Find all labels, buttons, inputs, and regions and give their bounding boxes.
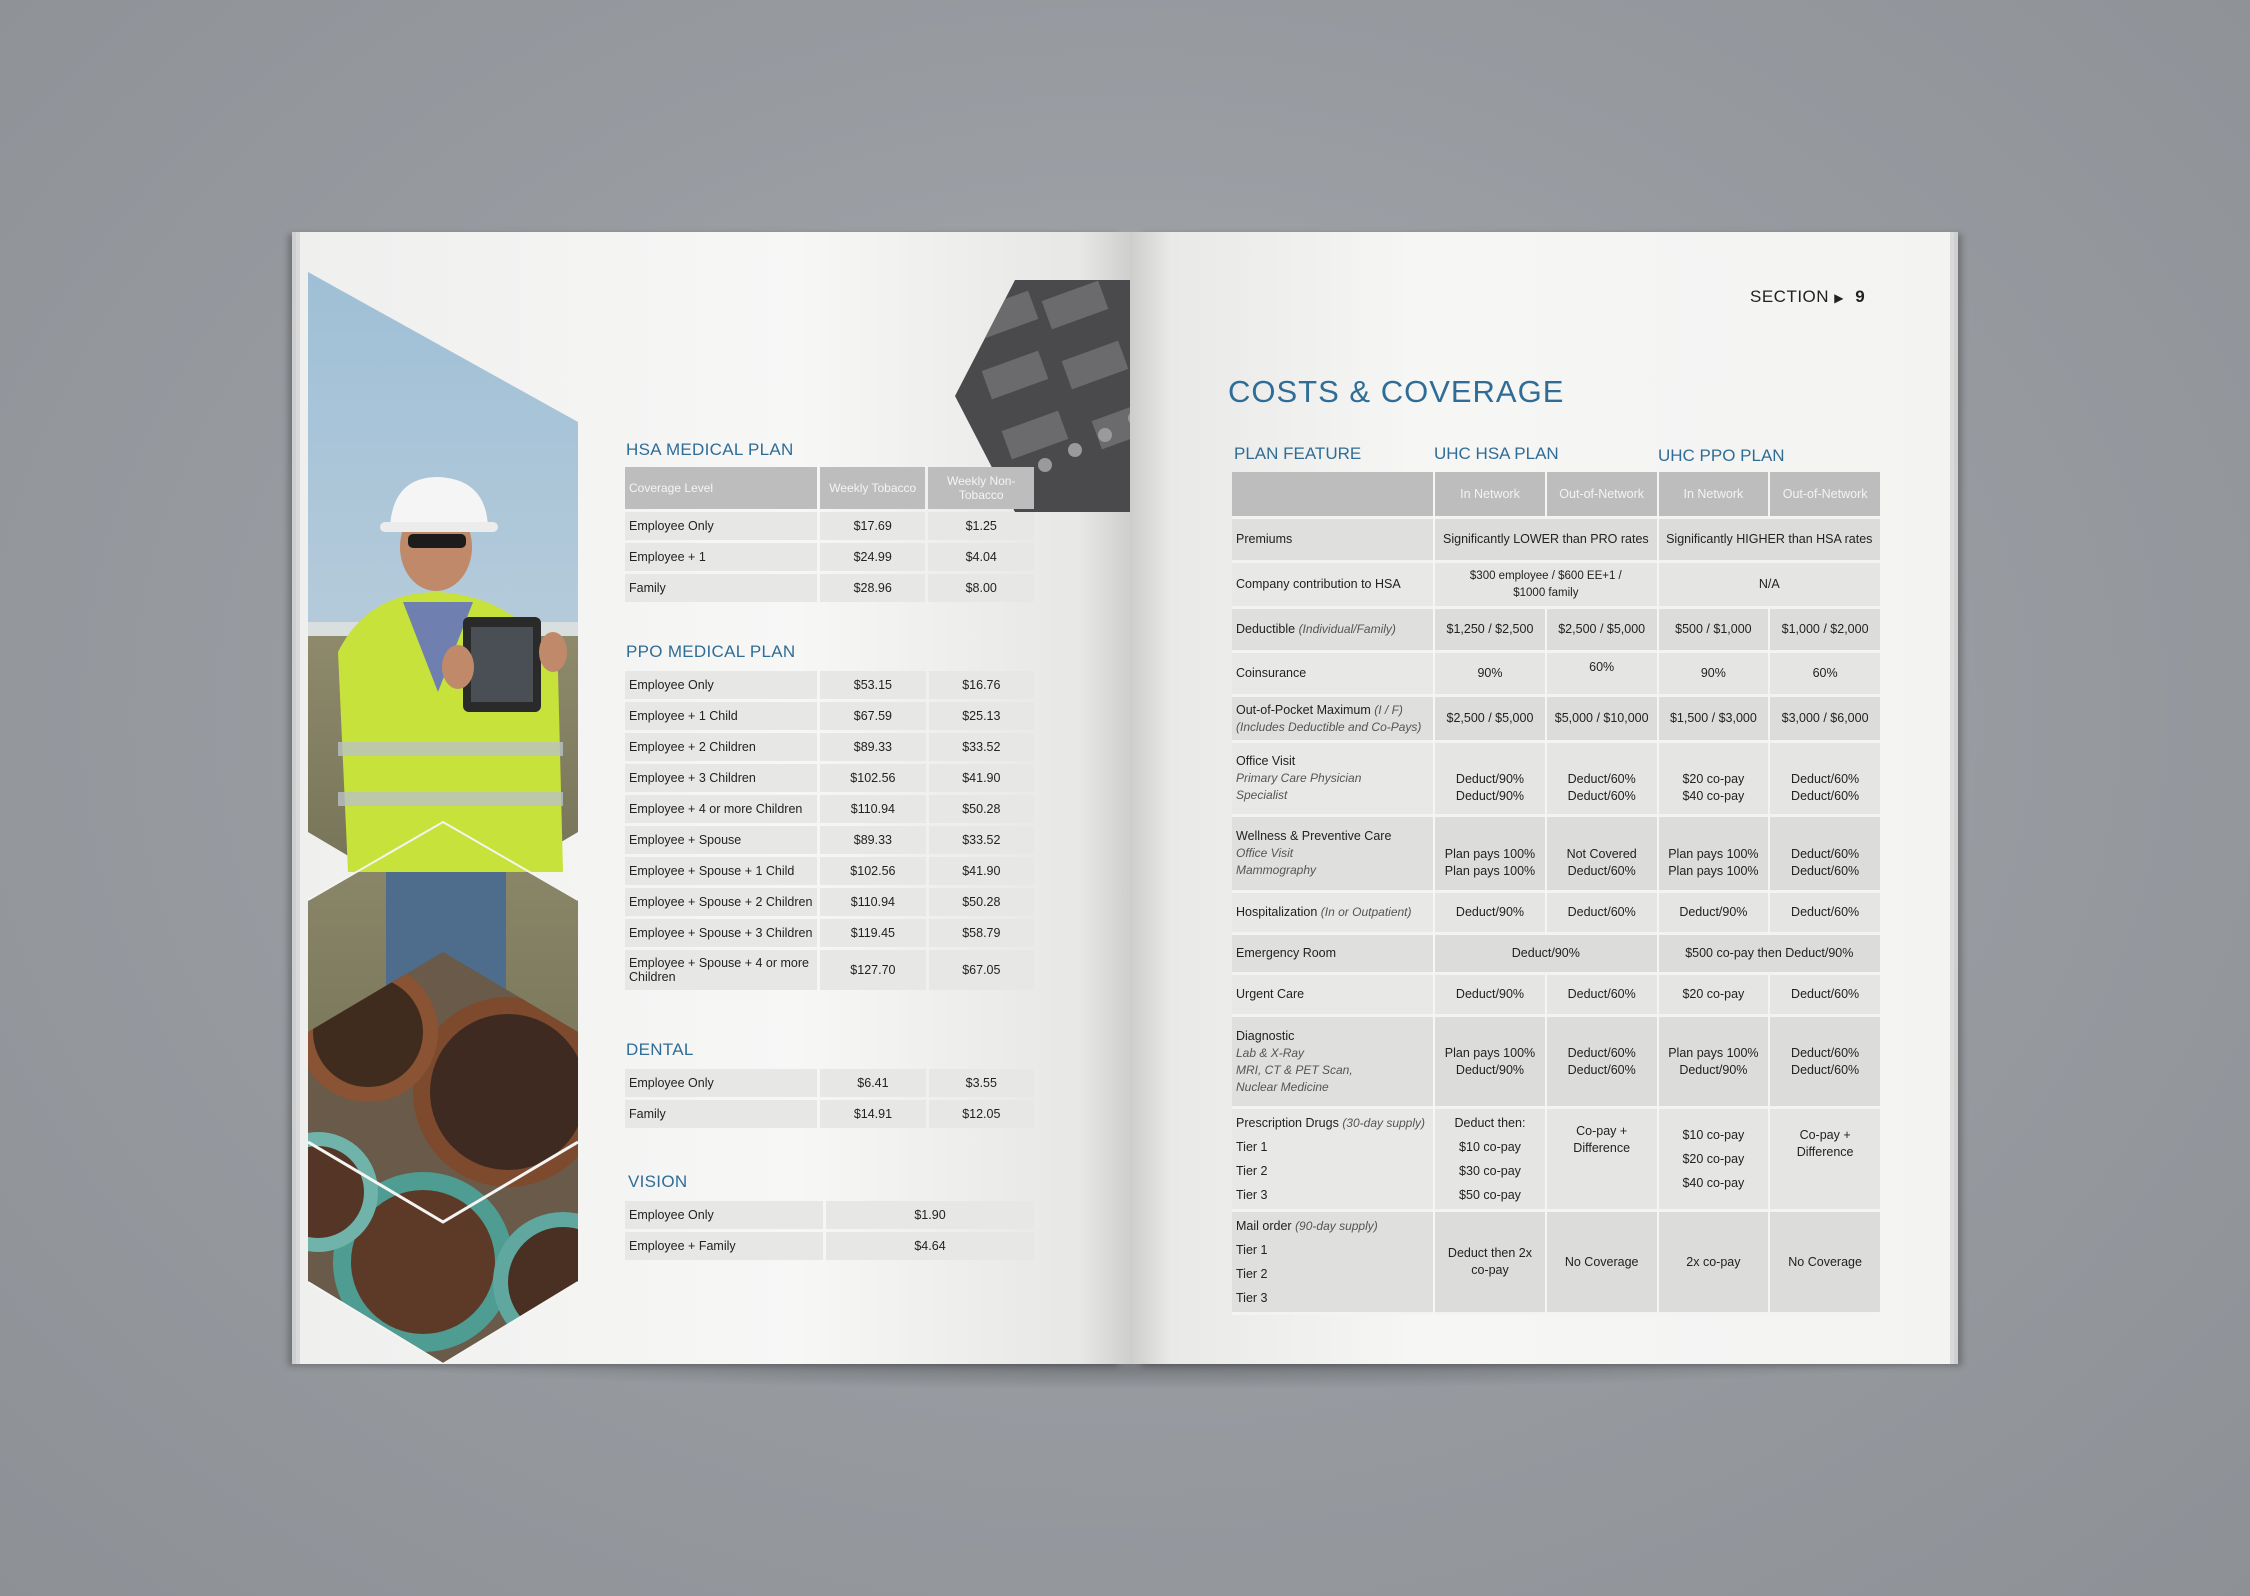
table-row: [1232, 609, 1880, 653]
hsa-plan-heading: UHC HSA PLAN: [1434, 444, 1559, 463]
value-cell: [1659, 1109, 1769, 1212]
ppo-out-network-header: Out-of-Network: [1770, 472, 1880, 519]
feature-label: Emergency Room: [1232, 935, 1433, 975]
value-cell: $500 / $1,000: [1659, 609, 1769, 653]
value-cell: [1659, 1017, 1769, 1109]
feature-label-text: Deductible: [1236, 622, 1296, 636]
table-row: [1232, 563, 1880, 609]
header-coverage-level: Coverage Level: [625, 467, 817, 509]
table-row: [625, 857, 1034, 885]
ppo-plan-heading: UHC PPO PLAN: [1658, 446, 1785, 465]
value-cell: Significantly LOWER than PRO rates: [1435, 519, 1656, 563]
value-line: Deduct/60%: [1567, 771, 1636, 786]
value-cell: [1770, 743, 1880, 817]
rate-cell: $127.70: [820, 950, 926, 990]
value-cell: $1,250 / $2,500: [1435, 609, 1545, 653]
table-row: [625, 671, 1034, 699]
vision-title: VISION: [628, 1172, 688, 1191]
value-cell: Deduct/90%: [1659, 893, 1769, 935]
table-row: [1232, 1212, 1880, 1315]
rate-cell: $3.55: [929, 1069, 1034, 1097]
coverage-cell: Employee + 1: [625, 543, 817, 571]
feature-sub-label: Office Visit: [1236, 846, 1294, 860]
rate-cell: $119.45: [820, 919, 926, 947]
table-row: [625, 795, 1034, 823]
value-line: Deduct/60%: [1791, 771, 1860, 786]
feature-label: [1232, 1109, 1433, 1212]
coverage-cell: Employee + Family: [625, 1232, 823, 1260]
value-line: Plan pays 100%: [1444, 863, 1536, 878]
rate-cell: $8.00: [928, 574, 1034, 602]
value-line: $10 co-pay: [1459, 1140, 1521, 1154]
value-line: Plan pays 100%: [1444, 846, 1536, 861]
value-line: Deduct/60%: [1791, 788, 1860, 803]
table-row: [625, 512, 1034, 540]
header-weekly-non-tobacco: Weekly Non-Tobacco: [928, 467, 1034, 509]
feature-label-text: Diagnostic: [1236, 1028, 1295, 1043]
value-line: Plan pays 100%: [1444, 1045, 1536, 1060]
table-row: [1232, 817, 1880, 893]
table-row: [625, 574, 1034, 602]
rate-cell: $14.91: [820, 1100, 925, 1128]
feature-label: [1232, 697, 1433, 743]
value-cell: [1435, 817, 1545, 893]
feature-note: (I / F): [1374, 702, 1403, 717]
tier-label: Tier 1: [1236, 1140, 1268, 1154]
page-number: 9: [1855, 287, 1866, 306]
rate-cell: $102.56: [820, 764, 926, 792]
value-cell: $20 co-pay: [1659, 975, 1769, 1017]
header-weekly-tobacco: Weekly Tobacco: [820, 467, 926, 509]
value-line: Plan pays 100%: [1668, 863, 1759, 878]
coverage-cell: Family: [625, 574, 817, 602]
value-cell: [1659, 817, 1769, 893]
value-cell: Deduct/90%: [1435, 935, 1656, 975]
table-row: [1232, 743, 1880, 817]
value-line: Deduct/60%: [1567, 863, 1636, 878]
feature-sub-label: Specialist: [1236, 788, 1288, 802]
value-cell: [1435, 1109, 1545, 1212]
coverage-cell: Employee + Spouse + 1 Child: [625, 857, 817, 885]
feature-note: (Individual/Family): [1298, 622, 1396, 636]
coverage-cell: Employee + Spouse + 4 or more Children: [625, 950, 817, 990]
value-cell: Significantly HIGHER than HSA rates: [1659, 519, 1880, 563]
table-row: [1232, 653, 1880, 697]
rate-cell: $53.15: [820, 671, 926, 699]
rate-cell: $67.59: [820, 702, 926, 730]
value-line: $40 co-pay: [1682, 788, 1745, 803]
table-row: [625, 764, 1034, 792]
value-line: Deduct/60%: [1791, 1045, 1860, 1060]
value-line: Plan pays 100%: [1668, 1045, 1759, 1060]
rate-cell: $89.33: [820, 826, 926, 854]
ppo-rates-table: [622, 668, 1037, 993]
table-row: [1232, 697, 1880, 743]
table-row: [625, 733, 1034, 761]
coverage-cell: Employee Only: [625, 1069, 817, 1097]
feature-sub-label: MRI, CT & PET Scan,: [1236, 1062, 1353, 1077]
value-line: Deduct/60%: [1567, 1062, 1636, 1077]
coverage-cell: Employee Only: [625, 1201, 823, 1229]
table-row: [625, 543, 1034, 571]
value-line: $10 co-pay: [1682, 1128, 1745, 1142]
rate-cell: $33.52: [929, 733, 1034, 761]
value-line: Deduct/60%: [1567, 1045, 1636, 1060]
rate-cell: $50.28: [929, 888, 1034, 916]
value-line: $20 co-pay: [1682, 771, 1745, 786]
value-cell: [1547, 743, 1657, 817]
ppo-plan-title: PPO MEDICAL PLAN: [626, 642, 796, 661]
right-page: [1130, 232, 1950, 1364]
value-cell: No Coverage: [1547, 1212, 1657, 1315]
rate-cell: $89.33: [820, 733, 926, 761]
value-line: $40 co-pay: [1682, 1176, 1745, 1190]
subheader-row: [1232, 472, 1880, 519]
value-cell: Deduct/60%: [1547, 893, 1657, 935]
value-line: Deduct/60%: [1791, 846, 1860, 861]
feature-label-text: Hospitalization: [1236, 905, 1318, 919]
table-row: [1232, 1109, 1880, 1212]
rate-cell: $1.90: [826, 1201, 1034, 1229]
value-line: Deduct/90%: [1455, 788, 1525, 803]
table-row: [1232, 893, 1880, 935]
value-cell: 60%: [1547, 653, 1657, 697]
feature-label-text: Office Visit: [1236, 754, 1296, 768]
left-page: [300, 232, 1130, 1364]
feature-label-text: Mail order: [1236, 1219, 1292, 1233]
value-cell: $1,000 / $2,000: [1770, 609, 1880, 653]
table-row: [625, 919, 1034, 947]
coverage-cell: Employee + Spouse + 2 Children: [625, 888, 817, 916]
value-cell: [1770, 1017, 1880, 1109]
coverage-cell: Employee + 4 or more Children: [625, 795, 817, 823]
rate-cell: $17.69: [820, 512, 926, 540]
value-line: Deduct/60%: [1567, 788, 1636, 803]
table-row: [1232, 935, 1880, 975]
hsa-out-network-header: Out-of-Network: [1547, 472, 1657, 519]
rate-cell: $110.94: [820, 888, 926, 916]
coverage-cell: Employee + 3 Children: [625, 764, 817, 792]
value-cell: Deduct/90%: [1435, 893, 1545, 935]
feature-sub-label: Mammography: [1236, 863, 1317, 877]
rate-cell: $24.99: [820, 543, 926, 571]
rate-cell: $50.28: [929, 795, 1034, 823]
feature-note: (90-day supply): [1295, 1219, 1378, 1233]
value-cell: [1547, 1017, 1657, 1109]
coverage-cell: Employee + 1 Child: [625, 702, 817, 730]
rate-cell: $33.52: [929, 826, 1034, 854]
ppo-in-network-header: In Network: [1659, 472, 1769, 519]
value-line: Deduct/60%: [1791, 863, 1860, 878]
value-line: $20 co-pay: [1682, 1152, 1745, 1166]
feature-label: Coinsurance: [1232, 653, 1433, 697]
value-cell: $500 co-pay then Deduct/90%: [1659, 935, 1880, 975]
tier-label: Tier 3: [1236, 1291, 1268, 1305]
value-line: Deduct/90%: [1455, 1062, 1525, 1077]
table-row: [1232, 1017, 1880, 1109]
table-row: [625, 1232, 1034, 1260]
feature-sub-label: Lab & X-Ray: [1236, 1045, 1305, 1060]
worker-photo-panel: [308, 272, 578, 1364]
hsa-plan-title: HSA MEDICAL PLAN: [626, 440, 794, 459]
table-row: [1232, 975, 1880, 1017]
value-line: Deduct then:: [1454, 1116, 1526, 1130]
value-cell: Deduct then 2x co-pay: [1435, 1212, 1545, 1315]
rate-cell: $41.90: [929, 764, 1034, 792]
value-line: $50 co-pay: [1459, 1188, 1521, 1202]
feature-note: (In or Outpatient): [1320, 905, 1412, 919]
section-label: [1750, 287, 1865, 307]
blank-header-cell: [1232, 472, 1433, 519]
value-line: Not Covered: [1566, 846, 1637, 861]
value-cell: $300 employee / $600 EE+1 / $1000 family: [1435, 563, 1656, 609]
feature-label: [1232, 1017, 1433, 1109]
table-row: [625, 888, 1034, 916]
section-text: SECTION: [1750, 287, 1830, 306]
value-cell: $2,500 / $5,000: [1547, 609, 1657, 653]
value-cell: Deduct/60%: [1547, 975, 1657, 1017]
dental-rates-table: [622, 1066, 1037, 1131]
rate-cell: $102.56: [820, 857, 926, 885]
feature-label-text: Wellness & Preventive Care: [1236, 829, 1392, 843]
rate-cell: $1.25: [928, 512, 1034, 540]
value-cell: $3,000 / $6,000: [1770, 697, 1880, 743]
coverage-cell: Employee Only: [625, 671, 817, 699]
feature-label: [1232, 609, 1433, 653]
tier-label: Tier 1: [1236, 1243, 1268, 1257]
tier-label: Tier 3: [1236, 1188, 1268, 1202]
plan-feature-heading: PLAN FEATURE: [1234, 444, 1362, 463]
vision-rates-table: [622, 1198, 1037, 1263]
value-cell: Co-pay + Difference: [1547, 1109, 1657, 1212]
value-line: Deduct/90%: [1455, 771, 1525, 786]
arrow-right-icon: ▶: [1834, 291, 1845, 305]
value-cell: Deduct/60%: [1770, 893, 1880, 935]
value-cell: Deduct/90%: [1435, 975, 1545, 1017]
value-cell: [1547, 817, 1657, 893]
rate-cell: $28.96: [820, 574, 926, 602]
rate-cell: $67.05: [929, 950, 1034, 990]
coverage-cell: Employee + Spouse + 3 Children: [625, 919, 817, 947]
value-cell: Co-pay + Difference: [1770, 1109, 1880, 1212]
value-cell: No Coverage: [1770, 1212, 1880, 1315]
value-cell: [1770, 817, 1880, 893]
feature-label-text: Prescription Drugs: [1236, 1116, 1339, 1130]
table-row: [625, 1100, 1034, 1128]
feature-label: Company contribution to HSA: [1232, 563, 1433, 609]
rate-cell: $16.76: [929, 671, 1034, 699]
feature-note-2: (Includes Deductible and Co-Pays): [1236, 719, 1422, 734]
feature-note: (30-day supply): [1342, 1116, 1426, 1130]
tier-label: Tier 2: [1236, 1164, 1268, 1178]
rate-cell: $41.90: [929, 857, 1034, 885]
tier-label: Tier 2: [1236, 1267, 1268, 1281]
table-row: [625, 702, 1034, 730]
table-row: [625, 950, 1034, 990]
value-line: Deduct/90%: [1679, 1062, 1748, 1077]
value-cell: 60%: [1770, 653, 1880, 697]
value-line: Plan pays 100%: [1668, 846, 1759, 861]
rate-cell: $4.64: [826, 1232, 1034, 1260]
value-cell: [1435, 743, 1545, 817]
coverage-cell: Employee + 2 Children: [625, 733, 817, 761]
rate-cell: $58.79: [929, 919, 1034, 947]
feature-label: [1232, 893, 1433, 935]
table-row: [1232, 519, 1880, 563]
value-cell: $2,500 / $5,000: [1435, 697, 1545, 743]
table-row: [625, 1201, 1034, 1229]
value-cell: $5,000 / $10,000: [1547, 697, 1657, 743]
hsa-in-network-header: In Network: [1435, 472, 1545, 519]
table-row: [625, 826, 1034, 854]
page-title: COSTS & COVERAGE: [1228, 374, 1565, 409]
value-line: $30 co-pay: [1459, 1164, 1521, 1178]
value-cell: $1,500 / $3,000: [1659, 697, 1769, 743]
value-cell: 2x co-pay: [1659, 1212, 1769, 1315]
feature-sub-label: Primary Care Physician: [1236, 771, 1362, 785]
value-cell: [1435, 1017, 1545, 1109]
value-cell: N/A: [1659, 563, 1880, 609]
dental-title: DENTAL: [626, 1040, 694, 1059]
feature-label: [1232, 1212, 1433, 1315]
value-cell: 90%: [1435, 653, 1545, 697]
value-cell: Deduct/60%: [1770, 975, 1880, 1017]
table-header-row: [625, 467, 1034, 509]
coverage-cell: Employee + Spouse: [625, 826, 817, 854]
feature-label: [1232, 817, 1433, 893]
coverage-cell: Family: [625, 1100, 817, 1128]
feature-label: Premiums: [1232, 519, 1433, 563]
feature-label: [1232, 743, 1433, 817]
value-cell: [1659, 743, 1769, 817]
value-cell: 90%: [1659, 653, 1769, 697]
costs-coverage-table: [1230, 472, 1882, 1315]
value-line: Deduct/60%: [1791, 1062, 1860, 1077]
coverage-cell: Employee Only: [625, 512, 817, 540]
feature-label-text: Out-of-Pocket Maximum: [1236, 702, 1371, 717]
rate-cell: $4.04: [928, 543, 1034, 571]
rate-cell: $12.05: [929, 1100, 1034, 1128]
rate-cell: $25.13: [929, 702, 1034, 730]
feature-sub-label: Nuclear Medicine: [1236, 1079, 1329, 1094]
hsa-rates-table: [622, 464, 1037, 605]
feature-label: Urgent Care: [1232, 975, 1433, 1017]
rate-cell: $6.41: [820, 1069, 925, 1097]
rate-cell: $110.94: [820, 795, 926, 823]
table-row: [625, 1069, 1034, 1097]
